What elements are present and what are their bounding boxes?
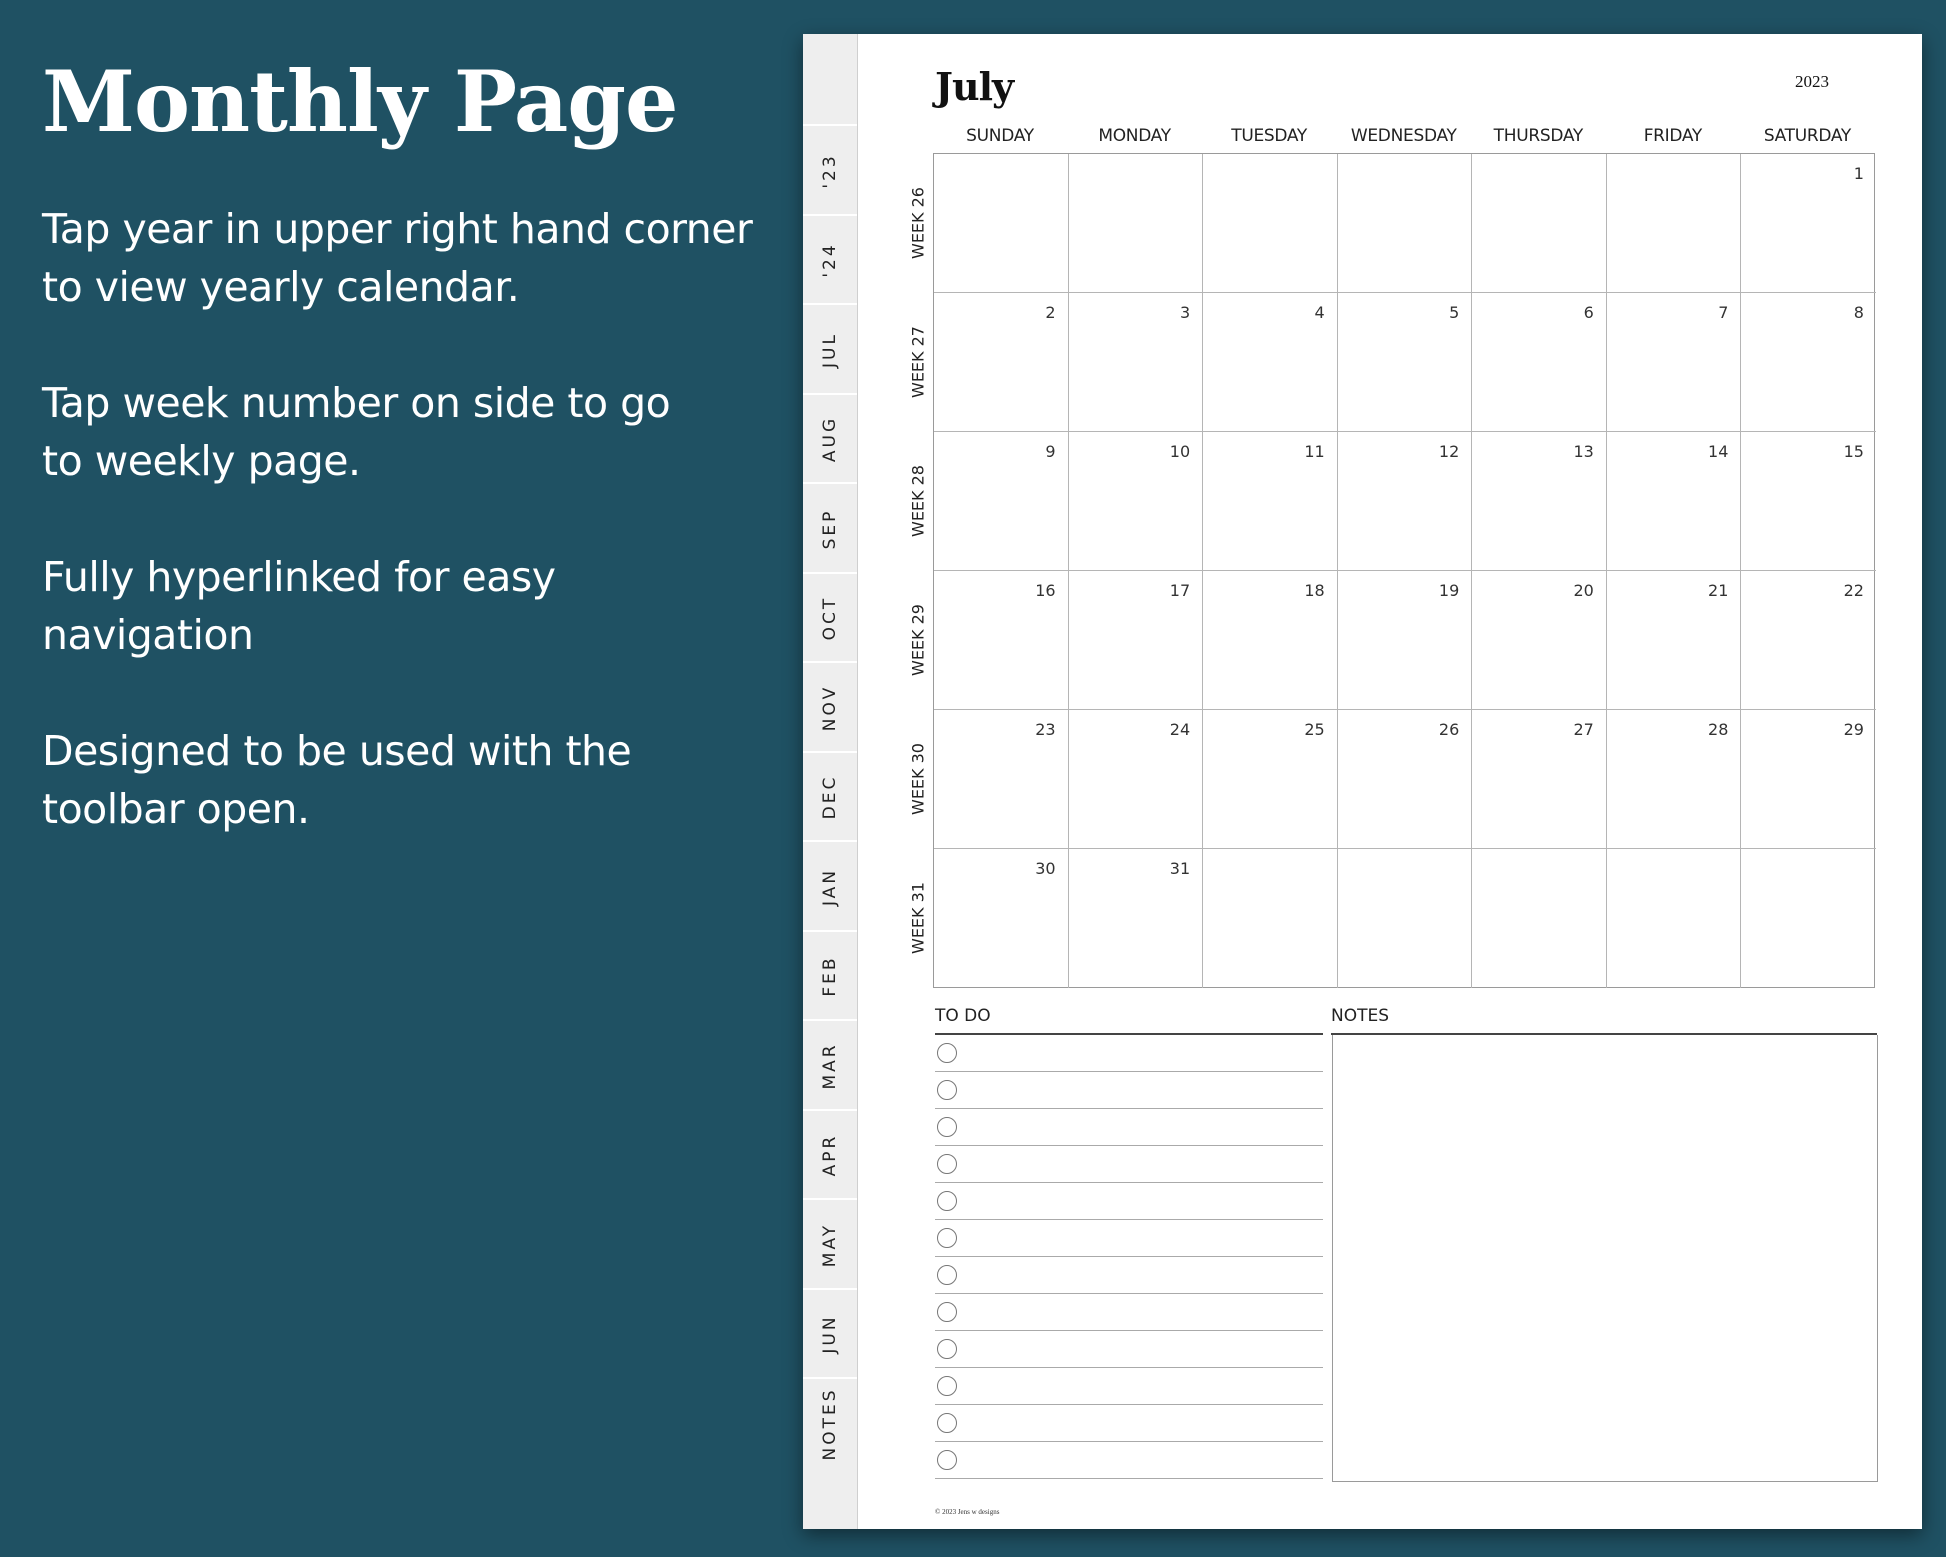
tab-23[interactable] — [803, 124, 857, 216]
day-number: 19 — [1438, 581, 1460, 600]
tab-label: NOV — [820, 684, 840, 731]
day-cell[interactable] — [1069, 571, 1204, 710]
promo-line: navigation — [42, 611, 254, 659]
tab-label: SEP — [820, 508, 840, 550]
tab-label: OCT — [820, 595, 840, 641]
checkbox-circle-icon[interactable] — [937, 1339, 957, 1359]
day-cell[interactable] — [1203, 710, 1338, 849]
promo-line: Tap week number on side to go — [42, 379, 671, 427]
todo-row[interactable] — [935, 1109, 1323, 1146]
todo-label: TO DO — [935, 1006, 991, 1026]
tab-label: '24 — [820, 242, 840, 278]
day-number: 17 — [1169, 581, 1191, 600]
day-number: 30 — [1035, 859, 1056, 878]
day-cell[interactable] — [1203, 571, 1338, 710]
day-cell[interactable] — [1069, 154, 1204, 293]
week-label: WEEK 30 — [908, 742, 928, 815]
promo-line: toolbar open. — [42, 785, 310, 833]
todo-row[interactable] — [935, 1146, 1323, 1183]
day-header-monday: MONDAY — [1098, 126, 1171, 146]
day-cell[interactable] — [934, 849, 1069, 988]
tab-oct[interactable] — [803, 572, 857, 664]
day-cell[interactable] — [1607, 293, 1742, 432]
checkbox-circle-icon[interactable] — [937, 1154, 957, 1174]
promo-title: Monthly Page — [42, 52, 678, 151]
day-number: 9 — [1045, 442, 1056, 461]
day-number: 11 — [1304, 442, 1325, 461]
tab-label: APR — [820, 1133, 840, 1177]
checkbox-circle-icon[interactable] — [937, 1228, 957, 1248]
promo-line: to weekly page. — [42, 437, 361, 485]
todo-row[interactable] — [935, 1331, 1323, 1368]
tab-apr[interactable] — [803, 1109, 857, 1201]
day-header-friday: FRIDAY — [1643, 126, 1702, 146]
day-number: 15 — [1843, 442, 1864, 461]
tab-nov[interactable] — [803, 661, 857, 753]
day-cell[interactable] — [934, 154, 1069, 293]
day-number: 18 — [1304, 581, 1325, 600]
day-header-thursday: THURSDAY — [1493, 126, 1583, 146]
day-cell[interactable] — [1472, 432, 1607, 571]
week-label: WEEK 31 — [908, 881, 928, 954]
day-number: 4 — [1314, 303, 1325, 322]
tab-aug[interactable] — [803, 393, 857, 485]
day-number: 29 — [1843, 720, 1864, 739]
week-link[interactable] — [903, 153, 933, 292]
day-number: 13 — [1573, 442, 1594, 461]
checkbox-circle-icon[interactable] — [937, 1117, 957, 1137]
checkbox-circle-icon[interactable] — [937, 1376, 957, 1396]
day-cell[interactable] — [1203, 432, 1338, 571]
todo-row[interactable] — [935, 1072, 1323, 1109]
todo-row[interactable] — [935, 1220, 1323, 1257]
tab-dec[interactable] — [803, 751, 857, 843]
tab-jan[interactable] — [803, 840, 857, 932]
day-cell[interactable] — [1607, 154, 1742, 293]
day-cell[interactable] — [1607, 710, 1742, 849]
todo-row[interactable] — [935, 1442, 1323, 1479]
day-cell[interactable] — [934, 571, 1069, 710]
checkbox-circle-icon[interactable] — [937, 1191, 957, 1211]
promo-paragraph — [42, 722, 782, 838]
day-header-saturday: SATURDAY — [1763, 126, 1851, 146]
day-cell[interactable] — [1607, 571, 1742, 710]
checkbox-circle-icon[interactable] — [937, 1265, 957, 1285]
day-cell[interactable] — [1472, 710, 1607, 849]
day-number: 10 — [1169, 442, 1191, 461]
day-cell[interactable] — [1607, 432, 1742, 571]
day-cell[interactable] — [1203, 849, 1338, 988]
tab-label: NOTES — [820, 1387, 840, 1461]
day-cell[interactable] — [1472, 293, 1607, 432]
day-cell[interactable] — [934, 293, 1069, 432]
day-number: 28 — [1708, 720, 1729, 739]
day-number: 12 — [1438, 442, 1460, 461]
day-header-sunday: SUNDAY — [966, 126, 1034, 146]
tab-notes[interactable] — [803, 1377, 857, 1469]
day-cell[interactable] — [1338, 432, 1473, 571]
tab-may[interactable] — [803, 1198, 857, 1290]
day-cell[interactable] — [1741, 154, 1876, 293]
day-number: 1 — [1853, 164, 1864, 183]
promo-paragraph — [42, 548, 782, 664]
day-cell[interactable] — [1069, 849, 1204, 988]
promo-paragraph — [42, 374, 782, 490]
tab-strip — [803, 34, 858, 1529]
tab-label: '23 — [820, 153, 840, 189]
day-number: 22 — [1843, 581, 1864, 600]
day-cell[interactable] — [1472, 154, 1607, 293]
tab-label: FEB — [820, 955, 840, 997]
year-link[interactable]: 2023 — [1795, 72, 1829, 91]
day-number: 21 — [1708, 581, 1729, 600]
tab-label: AUG — [820, 416, 840, 463]
promo-line: Tap year in upper right hand corner — [42, 205, 753, 253]
promo-line: Designed to be used with the — [42, 727, 632, 775]
tab-sep[interactable] — [803, 482, 857, 574]
month-title: July — [935, 64, 1014, 109]
day-cell[interactable] — [1741, 571, 1876, 710]
tab-24[interactable] — [803, 214, 857, 306]
week-label: WEEK 28 — [908, 464, 928, 537]
day-number: 7 — [1718, 303, 1729, 322]
todo-row[interactable] — [935, 1257, 1323, 1294]
todo-row[interactable] — [935, 1368, 1323, 1405]
tab-label: JAN — [820, 867, 840, 906]
day-cell[interactable] — [1472, 849, 1607, 988]
day-cell[interactable] — [1338, 849, 1473, 988]
day-number: 23 — [1035, 720, 1056, 739]
day-number: 3 — [1179, 303, 1191, 322]
todo-row[interactable] — [935, 1405, 1323, 1442]
checkbox-circle-icon[interactable] — [937, 1302, 957, 1322]
promo-line: to view yearly calendar. — [42, 263, 520, 311]
day-cell[interactable] — [934, 432, 1069, 571]
day-cell[interactable] — [1069, 432, 1204, 571]
day-number: 25 — [1304, 720, 1325, 739]
week-link[interactable] — [903, 292, 933, 431]
tab-mar[interactable] — [803, 1019, 857, 1111]
day-cell[interactable] — [1069, 293, 1204, 432]
tab-label: JUN — [820, 1314, 840, 1354]
day-cell[interactable] — [1069, 710, 1204, 849]
day-cell[interactable] — [1338, 710, 1473, 849]
day-number: 14 — [1708, 442, 1729, 461]
tab-label: MAY — [820, 1222, 840, 1267]
todo-row[interactable] — [935, 1035, 1323, 1072]
notes-label: NOTES — [1331, 1006, 1390, 1026]
day-number: 31 — [1169, 859, 1191, 878]
tab-jul[interactable] — [803, 303, 857, 395]
day-number: 27 — [1573, 720, 1594, 739]
copyright-footer: © 2023 Jens w designs — [935, 1508, 1000, 1516]
week-link[interactable] — [903, 431, 933, 570]
planner-page — [803, 34, 1922, 1529]
day-cell[interactable] — [1203, 293, 1338, 432]
day-cell[interactable] — [1607, 849, 1742, 988]
checkbox-circle-icon[interactable] — [937, 1450, 957, 1470]
day-number: 16 — [1035, 581, 1056, 600]
tab-jun[interactable] — [803, 1288, 857, 1380]
tab-feb[interactable] — [803, 930, 857, 1022]
tab-label: JUL — [820, 331, 840, 368]
day-number: 24 — [1169, 720, 1191, 739]
day-number: 20 — [1573, 581, 1594, 600]
notes-area[interactable] — [1332, 1035, 1878, 1482]
day-cell[interactable] — [1741, 849, 1876, 988]
week-label: WEEK 29 — [908, 603, 928, 676]
checkbox-circle-icon[interactable] — [937, 1043, 957, 1063]
day-header-tuesday: TUESDAY — [1231, 126, 1308, 146]
promo-paragraph — [42, 200, 782, 316]
todo-row[interactable] — [935, 1183, 1323, 1220]
checkbox-circle-icon[interactable] — [937, 1413, 957, 1433]
day-number: 5 — [1449, 303, 1460, 322]
week-link[interactable] — [903, 848, 933, 987]
day-cell[interactable] — [1472, 571, 1607, 710]
day-cell[interactable] — [1338, 571, 1473, 710]
day-cell[interactable] — [1741, 710, 1876, 849]
day-cell[interactable] — [1203, 154, 1338, 293]
checkbox-circle-icon[interactable] — [937, 1080, 957, 1100]
day-cell[interactable] — [934, 710, 1069, 849]
week-label: WEEK 26 — [908, 186, 928, 259]
day-cell[interactable] — [1338, 154, 1473, 293]
day-number: 8 — [1853, 303, 1864, 322]
day-cell[interactable] — [1338, 293, 1473, 432]
todo-row[interactable] — [935, 1294, 1323, 1331]
day-header-wednesday: WEDNESDAY — [1350, 126, 1457, 146]
promo-line: Fully hyperlinked for easy — [42, 553, 556, 601]
day-number: 6 — [1583, 303, 1594, 322]
day-number: 2 — [1045, 303, 1056, 322]
month-grid — [933, 153, 1875, 988]
day-cell[interactable] — [1741, 293, 1876, 432]
tab-label: DEC — [820, 774, 840, 820]
day-cell[interactable] — [1741, 432, 1876, 571]
week-link[interactable] — [903, 709, 933, 848]
week-link[interactable] — [903, 570, 933, 709]
day-number: 26 — [1438, 720, 1460, 739]
tab-label: MAR — [820, 1042, 840, 1090]
week-label: WEEK 27 — [908, 325, 928, 398]
